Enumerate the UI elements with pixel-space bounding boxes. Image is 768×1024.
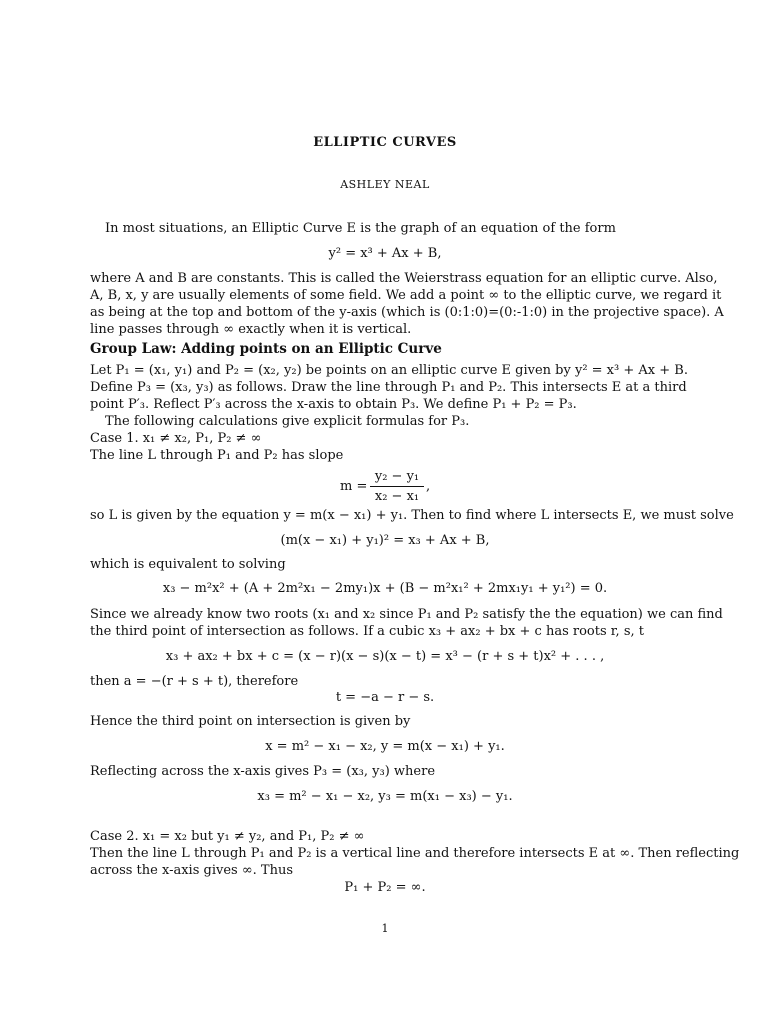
body-line-12: Reflecting across the x-axis gives P₃ = (x₃, y₃) where [90, 764, 436, 779]
author-name: ASHLEY NEAL [340, 178, 430, 191]
intro-line-4: as being at the top and bottom of the y-axis (which is (0:1:0)=(0:-1:0) in the projective space). A [90, 305, 724, 320]
equation-8: P₁ + P₂ = ∞. [344, 880, 426, 895]
page-number: 1 [381, 922, 389, 935]
body-line-1: Let P₁ = (x₁, y₁) and P₂ = (x₂, y₂) be points on an elliptic curve E given by y² = x³ + Ax + B. [90, 363, 688, 378]
body-line-14: across the x-axis gives ∞. Thus [90, 863, 294, 878]
equation-2: (m(x − x₁) + y₁)² = x₃ + Ax + B, [280, 533, 490, 548]
equation-4: x₃ + ax₂ + bx + c = (x − r)(x − s)(x − t) = x³ − (r + s + t)x² + . . . , [165, 649, 605, 664]
fraction-bar [370, 486, 424, 487]
body-line-6: so L is given by the equation y = m(x − x₁) + y₁. Then to find where L intersects E, we must solve [90, 508, 734, 523]
body-line-10: then a = −(r + s + t), therefore [90, 674, 299, 689]
body-line-5: The line L through P₁ and P₂ has slope [90, 448, 344, 463]
slope-lhs: m = [340, 479, 368, 494]
slope-denominator: x₂ − x₁ [374, 489, 420, 504]
paper-title: ELLIPTIC CURVES [313, 135, 457, 150]
equation-6: x = m² − x₁ − x₂, y = m(x − x₁) + y₁. [265, 739, 505, 754]
slope-numerator: y₂ − y₁ [374, 469, 420, 484]
intro-line-3: A, B, x, y are usually elements of some field. We add a point ∞ to the elliptic curve, we regard it [90, 288, 722, 303]
body-line-9: the third point of intersection as follows. If a cubic x₃ + ax₂ + bx + c has roots r, s, t [90, 624, 644, 639]
intro-line-5: line passes through ∞ exactly when it is vertical. [90, 322, 412, 337]
intro-line-2: where A and B are constants. This is called the Weierstrass equation for an elliptic curve. Also, [90, 271, 718, 286]
body-line-4: The following calculations give explicit formulas for P₃. [105, 414, 470, 429]
body-line-2: Define P₃ = (x₃, y₃) as follows. Draw the line through P₁ and P₂. This intersects E at a third [90, 380, 687, 395]
intro-line-1: In most situations, an Elliptic Curve E is the graph of an equation of the form [105, 221, 616, 236]
body-line-3: point P′₃. Reflect P′₃ across the x-axis to obtain P₃. We define P₁ + P₂ = P₃. [90, 397, 577, 412]
section-heading: Group Law: Adding points on an Elliptic Curve [90, 341, 442, 357]
body-line-13: Then the line L through P₁ and P₂ is a vertical line and therefore intersects E at ∞. Then reflecting [90, 846, 740, 861]
equation-3: x₃ − m²x² + (A + 2m²x₁ − 2my₁)x + (B − m²x₁² + 2mx₁y₁ + y₁²) = 0. [162, 581, 608, 596]
slope-comma: , [426, 479, 431, 494]
body-line-8: Since we already know two roots (x₁ and x₂ since P₁ and P₂ satisfy the the equation) we can find [90, 607, 723, 622]
equation-7: x₃ = m² − x₁ − x₂, y₃ = m(x₁ − x₃) − y₁. [257, 789, 513, 804]
slope-equation [340, 468, 460, 504]
case-1-heading: Case 1. x₁ ≠ x₂, P₁, P₂ ≠ ∞ [90, 431, 262, 446]
intro-equation: y² = x³ + Ax + B, [328, 246, 442, 261]
body-line-11: Hence the third point on intersection is given by [90, 714, 411, 729]
case-2-heading: Case 2. x₁ = x₂ but y₁ ≠ y₂, and P₁, P₂ ≠ ∞ [90, 829, 365, 844]
body-line-7: which is equivalent to solving [90, 557, 286, 572]
equation-5: t = −a − r − s. [335, 690, 435, 705]
